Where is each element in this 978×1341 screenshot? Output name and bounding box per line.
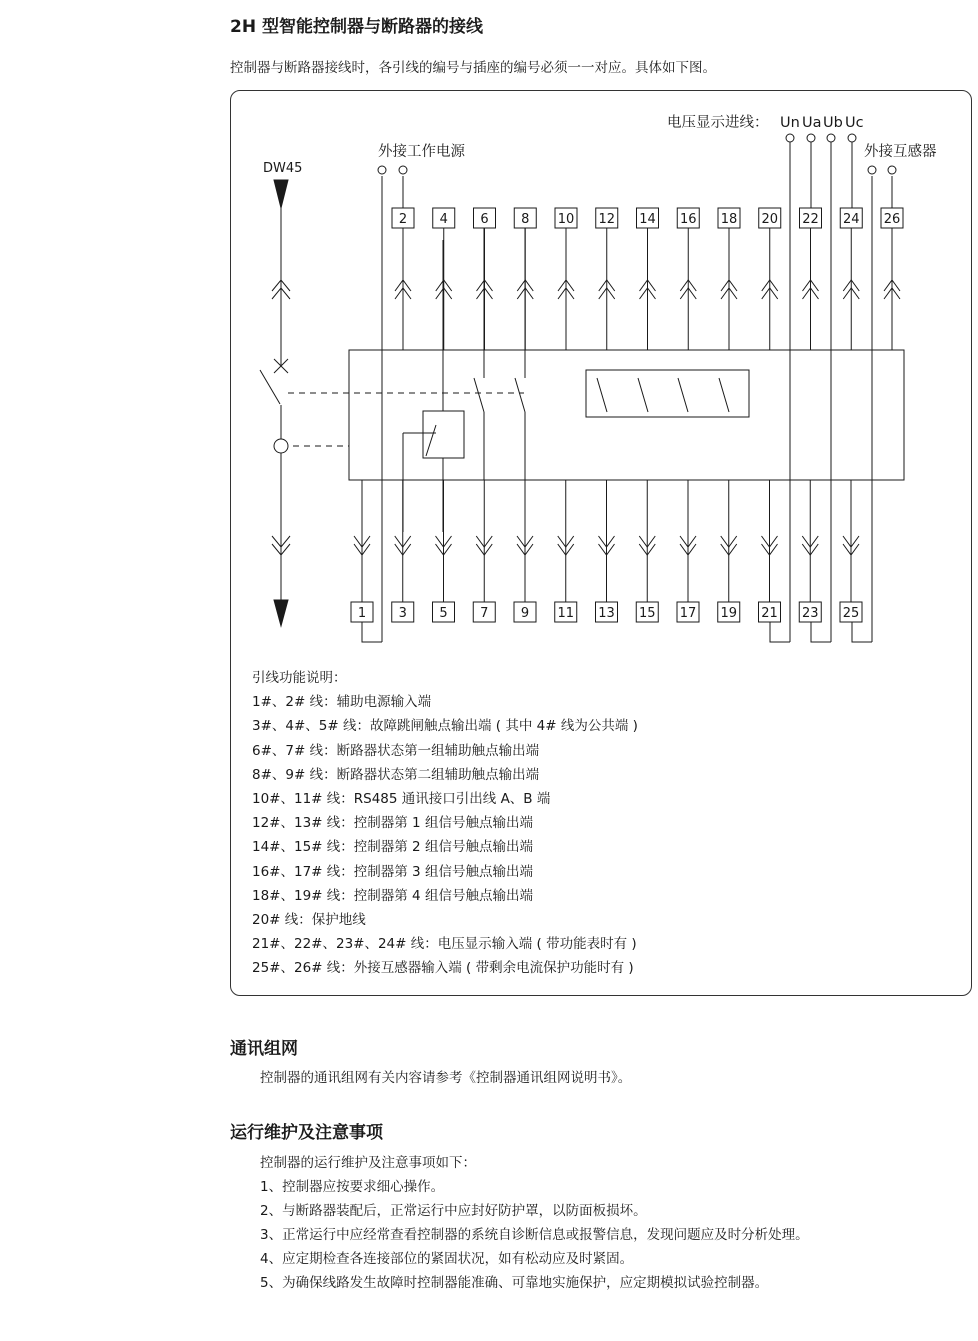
terminal-number-bottom: 5 [439, 606, 448, 621]
signal-contact-3 [678, 378, 688, 412]
terminal-number-top: 26 [883, 212, 901, 227]
legend-item: 10#、11# 线：RS485 通讯接口引出线 A、B 端 [252, 790, 551, 807]
legend-item: 6#、7# 线：断路器状态第一组辅助触点输出端 [252, 742, 540, 759]
terminal-number-top: 8 [521, 212, 530, 227]
terminal-number-top: 10 [557, 212, 575, 227]
maintenance-item: 1、控制器应按要求细心操作。 [260, 1179, 445, 1195]
legend-title: 引线功能说明： [252, 670, 347, 686]
intro-text: 控制器与断路器接线时，各引线的编号与插座的编号必须一一对应。具体如下图。 [230, 60, 716, 76]
terminal-number-top: 4 [439, 212, 448, 227]
voltage-term-ua: Ua [802, 115, 822, 131]
trip-relay-box [423, 411, 464, 458]
voltage-term-un: Un [780, 115, 800, 131]
maintenance-intro: 控制器的运行维护及注意事项如下： [260, 1155, 476, 1171]
maintenance-section-body [260, 1151, 809, 1295]
legend-item: 3#、4#、5# 线：故障跳闸触点输出端 ( 其中 4# 线为公共端 ) [252, 718, 638, 735]
maintenance-item: 3、正常运行中应经常查看控制器的系统自诊断信息或报警信息，发现问题应及时分析处理。 [260, 1227, 809, 1243]
aux-contact-1 [474, 378, 484, 412]
signal-contact-box [586, 370, 749, 417]
voltage-term-uc: Uc [845, 115, 864, 131]
legend-item: 21#、22#、23#、24# 线：电压显示输入端 ( 带功能表时有 ) [252, 936, 637, 953]
signal-contact-1 [597, 378, 607, 412]
terminal-number-top: 12 [598, 212, 616, 227]
legend-item: 1#、2# 线：辅助电源输入端 [252, 694, 432, 711]
terminal-number-top: 16 [679, 212, 697, 227]
terminal-number-bottom: 15 [638, 606, 656, 621]
network-text: 控制器的通讯组网有关内容请参考《控制器通讯组网说明书》。 [260, 1070, 632, 1086]
terminal-number-bottom: 9 [520, 606, 530, 621]
terminal-number-bottom: 11 [557, 606, 575, 621]
terminal-number-bottom: 19 [720, 606, 738, 621]
legend-item: 16#、17# 线：控制器第 3 组信号触点输出端 [252, 863, 533, 880]
terminal-number-bottom: 21 [761, 606, 778, 621]
terminal-number-bottom: 3 [398, 606, 407, 621]
maintenance-section-title: 运行维护及注意事项 [230, 1123, 383, 1143]
signal-contact-4 [719, 378, 729, 412]
maintenance-item: 4、应定期检查各连接部位的紧固状况，如有松动应及时紧固。 [260, 1251, 634, 1267]
voltage-term-ub: Ub [823, 115, 843, 131]
legend-item: 20# 线：保护地线 [252, 911, 366, 928]
network-section-title: 通讯组网 [230, 1039, 298, 1059]
terminal-number-top: 6 [480, 212, 489, 227]
maintenance-item: 5、为确保线路发生故障时控制器能准确、可靠地实施保护，应定期模拟试验控制器。 [260, 1275, 769, 1291]
legend-item: 14#、15# 线：控制器第 2 组信号触点输出端 [252, 839, 533, 856]
page-heading: 2H 型智能控制器与断路器的接线 [230, 17, 483, 37]
terminal-number-top: 14 [639, 212, 656, 227]
aux-contact-2 [515, 378, 525, 412]
voltage-input-label: 电压显示进线： [667, 115, 769, 131]
terminal-number-bottom: 7 [480, 606, 489, 621]
signal-contact-2 [638, 378, 648, 412]
terminal-number-top: 20 [761, 212, 779, 227]
terminal-number-top: 2 [398, 212, 408, 227]
aux-power-label: 外接工作电源 [378, 144, 465, 160]
terminal-number-bottom: 1 [357, 606, 367, 621]
terminal-number-bottom: 13 [598, 606, 615, 621]
lead-function-legend [252, 666, 638, 980]
transformer-label: 外接互感器 [864, 144, 937, 160]
legend-item: 25#、26# 线：外接互感器输入端 ( 带剩余电流保护功能时有 ) [252, 960, 634, 977]
terminal-number-bottom: 25 [842, 606, 860, 621]
network-section-body [260, 1066, 631, 1090]
terminal-number-top: 18 [720, 212, 738, 227]
maintenance-item: 2、与断路器装配后，正常运行中应封好防护罩，以防面板损坏。 [260, 1203, 647, 1219]
terminal-number-top: 24 [842, 212, 860, 227]
terminal-number-bottom: 17 [679, 606, 697, 621]
breaker-label: DW45 [263, 161, 303, 176]
legend-item: 12#、13# 线：控制器第 1 组信号触点输出端 [252, 815, 533, 832]
legend-item: 8#、9# 线：断路器状态第二组辅助触点输出端 [252, 766, 540, 783]
legend-item: 18#、19# 线：控制器第 4 组信号触点输出端 [252, 887, 533, 904]
terminal-number-bottom: 23 [801, 606, 819, 621]
terminal-number-top: 22 [802, 212, 819, 227]
